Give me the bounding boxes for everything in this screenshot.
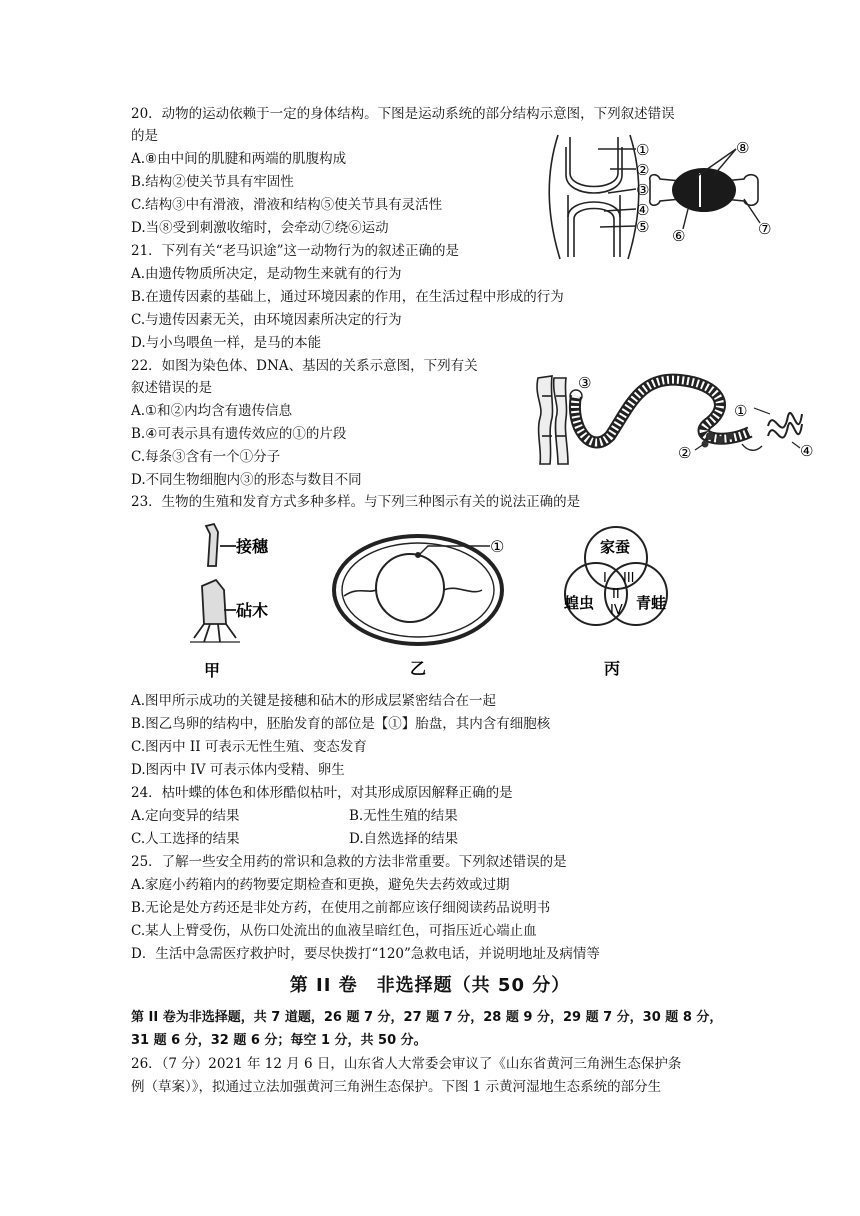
dna-label-2: ② xyxy=(678,444,692,462)
label-germinal-disc: ① xyxy=(490,537,505,556)
q22-option-a: A.①和②内均含有遗传信息 xyxy=(131,403,293,419)
label-6: ⑥ xyxy=(672,227,686,245)
section-2-title: 第 II 卷 非选择题（共 50 分） xyxy=(289,975,571,996)
bone-muscle-diagram xyxy=(650,149,760,229)
q20-option-b: B.结构②使关节具有牢固性 xyxy=(131,174,294,190)
q25-option-a: A.家庭小药箱内的药物要定期检查和更换，避免失去药效或过期 xyxy=(131,877,510,893)
q21-option-b: B.在遗传因素的基础上，通过环境因素的作用，在生活过程中形成的行为 xyxy=(131,289,564,305)
q20-stem-line2: 的是 xyxy=(131,128,158,144)
section-2-intro-line2: 31 题 6 分，32 题 6 分；每空 1 分，共 50 分。 xyxy=(131,1033,427,1048)
venn-region-3: III xyxy=(623,571,635,586)
chromosome-dna-figure xyxy=(530,366,830,470)
dna-label-4: ④ xyxy=(800,442,814,460)
venn-right: 青蛙 xyxy=(636,594,667,612)
q25-option-d: D．生活中急需医疗救护时，要尽快拨打“120”急救电话，并说明地址及病情等 xyxy=(131,946,600,962)
q24-option-c: C.人工选择的结果 xyxy=(131,831,240,847)
q20-option-c: C.结构③中有滑液，滑液和结构⑤使关节具有灵活性 xyxy=(131,197,443,213)
q24-option-d: D.自然选择的结果 xyxy=(349,831,459,847)
q22-stem-line1: 22．如图为染色体、DNA、基因的关系示意图，下列有关 xyxy=(131,358,478,374)
q21-option-a: A.由遗传物质所决定，是动物生来就有的行为 xyxy=(131,266,402,282)
q24-option-b: B.无性生殖的结果 xyxy=(349,808,458,824)
label-rootstock: 砧木 xyxy=(236,601,269,620)
q26-line1: 26．（7 分）2021 年 12 月 6 日，山东省人大常委会审议了《山东省黄河三角洲生态保护条 xyxy=(131,1056,682,1072)
q26-line2: 例（草案）》，拟通过立法加强黄河三角洲生态保护。下图 1 示黄河湿地生态系统的部分生 xyxy=(131,1079,662,1095)
q24-stem: 24．枯叶蝶的体色和体形酷似枯叶，对其形成原因解释正确的是 xyxy=(131,785,513,801)
label-3: ③ xyxy=(636,181,650,199)
venn-top: 家蚕 xyxy=(600,538,631,556)
q21-stem: 21．下列有关“老马识途”这一动物行为的叙述正确的是 xyxy=(131,243,459,259)
venn-figure xyxy=(556,524,680,682)
q25-option-b: B.无论是处方药还是非处方药，在使用之前都应该仔细阅读药品说明书 xyxy=(131,900,551,916)
q22-stem-line2: 叙述错误的是 xyxy=(131,380,212,396)
caption-jia: 甲 xyxy=(204,661,221,680)
q21-option-d: D.与小鸟喂鱼一样，是马的本能 xyxy=(131,335,322,351)
label-scion: 接穗 xyxy=(236,537,269,556)
dna-label-3: ③ xyxy=(578,374,592,392)
dna-coil xyxy=(575,380,802,451)
venn-region-1: I xyxy=(603,571,607,586)
q23-stem: 23．生物的生殖和发育方式多种多样。与下列三种图示有关的说法正确的是 xyxy=(131,494,581,510)
q23-option-c: C.图丙中 II 可表示无性生殖、变态发育 xyxy=(131,739,367,755)
label-5: ⑤ xyxy=(636,218,650,236)
q22-option-b: B.④可表示具有遗传效应的①的片段 xyxy=(131,426,347,442)
q20-option-d: D.当⑧受到刺激收缩时，会牵动⑦绕⑥运动 xyxy=(131,220,389,236)
venn-region-4: IV xyxy=(610,603,623,618)
q20-option-a: A.⑧由中间的肌腱和两端的肌腹构成 xyxy=(131,151,347,167)
label-8: ⑧ xyxy=(736,139,750,157)
label-7: ⑦ xyxy=(758,220,772,238)
q23-option-a: A.图甲所示成功的关键是接穗和砧木的形成层紧密结合在一起 xyxy=(131,693,497,709)
q22-option-c: C.每条③含有一个①分子 xyxy=(131,449,281,465)
venn-left: 蝗虫 xyxy=(564,594,595,612)
dna-label-1: ① xyxy=(734,402,748,420)
venn-region-2: II xyxy=(612,587,620,602)
section-2-intro-line1: 第 II 卷为非选择题，共 7 道题，26 题 7 分，27 题 7 分，28 题 9 分，29 题 7 分，30 题 8 分， xyxy=(131,1010,723,1025)
bird-egg-figure xyxy=(332,530,532,682)
chromosome xyxy=(537,376,568,464)
q25-option-c: C.某人上臂受伤，从伤口处流出的血液呈暗红色，可指压近心端止血 xyxy=(131,923,537,939)
q23-option-d: D.图丙中 IV 可表示体内受精、卵生 xyxy=(131,762,345,778)
caption-bing: 丙 xyxy=(604,659,621,678)
joint-muscle-figure xyxy=(538,133,790,261)
caption-yi: 乙 xyxy=(410,659,427,678)
q20-stem-line1: 20．动物的运动依赖于一定的身体结构。下图是运动系统的部分结构示意图，下列叙述错误 xyxy=(131,106,675,122)
label-2: ② xyxy=(636,161,650,179)
q21-option-c: C.与遗传因素无关，由环境因素所决定的行为 xyxy=(131,312,402,328)
joint-diagram xyxy=(549,135,639,259)
q25-stem: 25．了解一些安全用药的常识和急救的方法非常重要。下列叙述错误的是 xyxy=(131,854,567,870)
grafting-figure xyxy=(180,520,290,682)
label-4: ④ xyxy=(636,201,650,219)
label-1: ① xyxy=(636,141,650,159)
q24-option-a: A.定向变异的结果 xyxy=(131,808,240,824)
q23-option-b: B.图乙鸟卵的结构中，胚胎发育的部位是【①】胎盘，其内含有细胞核 xyxy=(131,716,551,732)
q22-option-d: D.不同生物细胞内③的形态与数目不同 xyxy=(131,472,362,488)
